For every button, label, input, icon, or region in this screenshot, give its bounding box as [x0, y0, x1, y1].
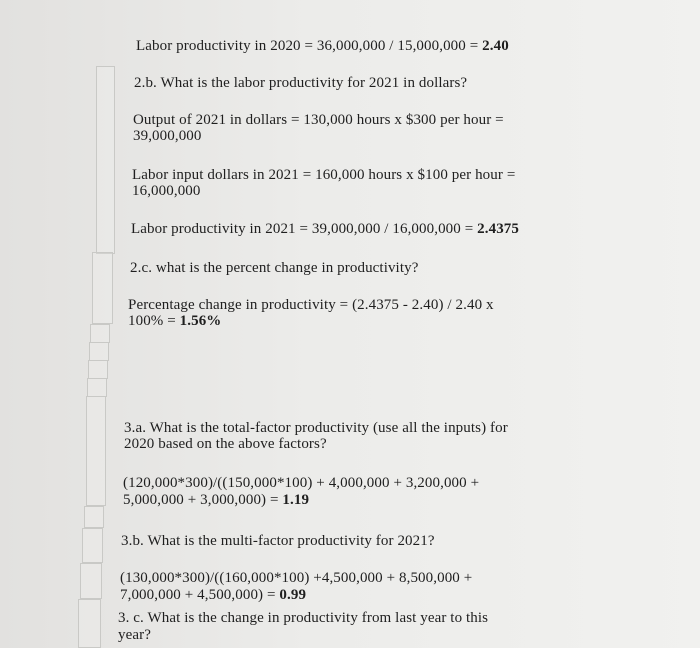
- labor-productivity-2021-result: 2.4375: [477, 221, 520, 237]
- question-3b: 3.b. What is the multi-factor productivity for 2021?: [121, 533, 435, 549]
- question-3c-line1: 3. c. What is the change in productivity from last year to this: [118, 610, 489, 626]
- percentage-change-result: 1.56%: [179, 313, 222, 329]
- multi-factor-result: 0.99: [279, 587, 307, 603]
- table-cell: [96, 66, 115, 254]
- table-cell: [84, 506, 104, 528]
- table-cell: [86, 396, 106, 506]
- question-2b: 2.b. What is the labor productivity for 2021 in dollars?: [134, 75, 468, 91]
- table-cell: [87, 378, 107, 397]
- labor-input-2021-value: 16,000,000: [132, 183, 201, 199]
- table-cell: [89, 342, 109, 361]
- total-factor-formula-line1: (120,000*300)/((150,000*100) + 4,000,000 + 3,200,000 +: [123, 475, 480, 491]
- table-cell: [80, 563, 102, 599]
- labor-productivity-2020-line: Labor productivity in 2020 = 36,000,000 / 15,000,000 = 2.40: [136, 38, 509, 54]
- question-2c: 2.c. what is the percent change in productivity?: [130, 260, 419, 276]
- table-cell: [78, 599, 101, 648]
- question-3c-line2: year?: [118, 627, 151, 643]
- percentage-change-line: Percentage change in productivity = (2.4375 - 2.40) / 2.40 x: [128, 297, 494, 313]
- output-2021-line: Output of 2021 in dollars = 130,000 hours x $300 per hour =: [133, 112, 504, 128]
- labor-productivity-2021-line: Labor productivity in 2021 = 39,000,000 / 16,000,000 = 2.4375: [131, 221, 520, 237]
- question-3a-line1: 3.a. What is the total-factor productivity (use all the inputs) for: [124, 420, 508, 436]
- labor-productivity-2020-result: 2.40: [482, 38, 509, 54]
- table-cell: [82, 528, 103, 563]
- question-3a-line2: 2020 based on the above factors?: [124, 436, 327, 452]
- table-cell: [92, 252, 113, 324]
- table-cell: [88, 360, 108, 379]
- labor-input-2021-line: Labor input dollars in 2021 = 160,000 hours x $100 per hour =: [132, 167, 516, 183]
- multi-factor-formula-line1: (130,000*300)/((160,000*100) +4,500,000 + 8,500,000 +: [120, 570, 473, 586]
- total-factor-formula-line2: 5,000,000 + 3,000,000) = 1.19: [123, 492, 310, 508]
- percentage-change-result-line: 100% = 1.56%: [128, 313, 222, 329]
- output-2021-value: 39,000,000: [133, 128, 202, 144]
- multi-factor-formula-line2: 7,000,000 + 4,500,000) = 0.99: [120, 587, 307, 603]
- table-cell: [90, 324, 110, 343]
- total-factor-result: 1.19: [282, 492, 310, 508]
